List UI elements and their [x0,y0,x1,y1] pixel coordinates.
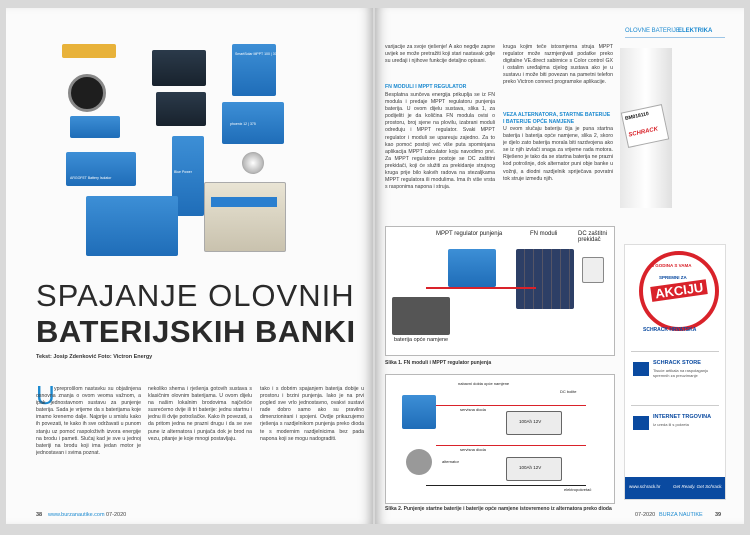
seal-big-text: AKCIJU [650,279,708,302]
rotary-switch-product [242,152,264,174]
fig1-mppt-unit [448,249,496,287]
fig2-label-dc: DC bolite [560,389,577,394]
shop-icon [633,416,649,430]
fig2-wire-red-a [436,405,586,406]
store-title: SCHRACK STORE [653,360,701,366]
smartsolar-mppt-product [232,44,276,96]
right-col2-top: kruga kojim teče istosmjerna struja MPPT regulator može razmjenjivati podatke preko digitalne VE.direct sabirnice s Color control GX i ostalim uređajima cijelog sustava ako je u sustavu i može biti povezan na pametni telefon preko Victron connect programske aplikacije. [503,44,613,86]
battery-protect-product [152,50,206,86]
figure-1-caption: Slika 1. FN moduli i MPPT regulator punjenja [385,360,492,366]
fig2-alternator [406,449,432,475]
header-section: OLOVNE BATERIJE [625,28,680,34]
header-rule [625,37,725,38]
right-col1-top: varijacije za svoje rješenje! A ako negdje zapne uvijek se može pretražiti koji stari nastavak gdje su uređaji i njihove funkcije detaljno opisani. [385,44,495,65]
fig2-isolator [402,395,436,429]
ad-bottom-bar [625,477,725,499]
fig1-wire-red [426,287,536,289]
tag-schrack: SCHRACK [628,126,659,139]
fig2-wire-red-b [436,445,586,446]
left-page [6,8,373,524]
schrack-ad [624,244,726,500]
charger-product-small [70,116,120,138]
seal-mid-text: SPREMNI ZA [659,275,687,280]
fig1-label-dc: DC zaštitni prekidač [578,231,608,243]
fig2-wire-black [426,485,586,486]
shop-text: Iz ureda ili s pokreta [653,422,689,427]
fig1-battery [392,297,450,335]
store-icon [633,362,649,376]
left-footer-date: 07-2020 [106,512,127,518]
fig1-label-bat: baterija opće namjene [394,337,449,343]
shop-section [631,405,719,456]
breaker-photo [620,48,672,208]
fig1-label-fn: FN moduli [530,231,558,237]
right-footer-date: 07-2020 [635,512,656,518]
fig2-label-top: nabavni dokta opće namjene [458,381,510,386]
figure-2-caption: Slika 2. Punjenje startne baterije i baterije opće namjene istovremeno iz alternatora preko dioda [385,506,612,512]
store-text: Tisuće artikala na raspolaganju spremnih za preuzimanje [653,368,709,378]
fuse-holder-product [62,44,116,58]
seal-bottom-text: SCHRACK HRVATSKA [643,327,697,333]
fig2-battery-2 [506,457,562,481]
cerbo-display-product [156,92,206,126]
bluepower-label: Blue Power [174,170,192,174]
right-footer-mag: BURZA NAUTIKE [659,512,703,518]
fig2-label-starter: elektropokretač [564,487,592,492]
fig1-solar-panels [516,249,574,309]
fig2-label-b2: 100Ah 12V [519,465,542,470]
fig2-label-s1: servisna dioda [460,407,486,412]
tag-code: BM018110 [624,111,650,122]
fig2-label-b1: 100Ah 12V [519,419,542,424]
article-title-line2: BATERIJSKIH BANKI [36,314,356,349]
ad-site: www.schrack.hr [629,484,661,489]
left-footer-site: www.burzanautike.com [48,512,105,518]
figure-1-diagram [385,226,615,356]
header-category: ELEKTRIKA [678,28,713,34]
right-footer-page-number: 39 [715,512,722,518]
product-collage [46,36,296,266]
battery-monitor-product [68,74,106,112]
shop-title: INTERNET TRGOVINA [653,414,712,420]
fig1-dc-breaker [582,257,604,283]
phoenix-label: phoenix 12 | 375 [230,122,256,126]
fig1-label-mppt: MPPT regulator punjenja [436,231,503,237]
mppt-label: SmartSolar MPPT 100 | 30 [235,52,277,56]
store-section [631,351,719,402]
agm-battery-product [204,182,286,252]
fig2-label-s2: servisna dioda [460,447,486,452]
drop-cap: U [36,380,55,410]
subhead-fn-mppt: FN MODULI I MPPT REGULATOR [385,84,467,90]
right-col1-body: Besplatna sunčeva energija prikuplja se iz FN modula i predaje MPPT regulatoru punjenja baterija. U ovom dijelu sustava, slika 1, za podijeliti je da količina FN modula ovisi o prostoru, broj sjene na plovilu, izabrani moduli određuju i MPPT regulator. Svaki MPPT regulator i moduli se upareuju zajedno. Za to kao pomoć postoji već više puta spominjana aplikacija MPPT calculator koju navodimo prvi. Za MPPT regulatore postoje se DC zaštitni prekidači, koji će služiti za prekidanje strujnog kruga prije bilo kakvih radova na stezaljkama MPPT regulatora ili modulima. Ima ih više vrsta s rasponima napona i struja. [385,92,495,191]
seal-top-text: 25 GODINA S VAMA [649,263,692,268]
article-credits: Tekst: Josip Zdenković Foto: Victron Energy [36,354,153,360]
phoenix-inverter-product [222,102,284,144]
left-col-1: ypreprošlom nastavku su objašnjena osnovna znanja o ovom veoma važnom, a ipak jednostavnom sustavu za punjenje baterija. Sada je vrijeme da s baterijama koje imamo krenemo dalje. Najprije u smislu kako ih povezati, te kako ih sve održavati u punom stanju uz pomoć raspoloživih izvora energije na brodu i pameti. Slučaj kad je sve u jednoj bateriji na brodu koji ima jedan motor je jednostavan i svima poznat. [36,386,141,456]
magazine-spread [6,8,744,524]
figure-2-diagram [385,374,615,504]
fig2-battery-1 [506,411,562,435]
fig2-label-alt: alternator [442,459,459,464]
left-col-3: tako i s dobrim spajanjem baterija dobije u prostoru i brzini punjenja. Iako je na prvi pogled sve vrlo jednostavno, ovakvi sustavi rade dobro samo ako su pravilno dimenzionirani i spojeni. Ovdje prikazujemo rješenja s razdjelnikom punjenja preko dioda te s modernim razdjelnicima bez pada napona koji se mogu nadograditi. [260,386,364,442]
right-col2-body: U ovom slučaju bateriju čija je puna startna baterija i baterija opće namjene, slika 2, skoro je djelo zato baterija morala biti razdvojena ako se iz njih izvlači snaga za vrijeme rada motora. Riješeno je tako da se startna baterija ne prazni kod potrošnje, dok alternator puni obje banke u vožnji, a diodni razdjelnik spriječava povratni tok struje između njih. [503,126,613,182]
left-col-2: nekoliko shema i rješenja gotovih sustava s klasičnim olovnim baterijama. U ovom dijelu na našim lokalnim brodovima najčešće susrećemo dvije ili tri baterije: jednu startnu i jednu ili dvije potrošačke. Kako ih povezati, a da pritom jedna ne prazni drugu i da se sve pune iz alternatora i punjača dok je brod na vezu, pitanje je koje mnogi postavljaju. [148,386,252,442]
left-footer-page-number: 38 [36,512,43,518]
article-title-line1: SPAJANJE OLOVNIH [36,278,355,313]
argofet-isolator-product [66,152,136,186]
subhead-alternator: VEZA ALTERNATORA, STARTNE BATERIJE I BATERIJE OPĆE NAMJENE [503,112,611,125]
ad-slogan: Get Ready. Get Schrack. [673,484,723,489]
argofet-label: ARGOFET Battery Isolator [70,176,112,180]
large-charger-product [86,196,178,256]
